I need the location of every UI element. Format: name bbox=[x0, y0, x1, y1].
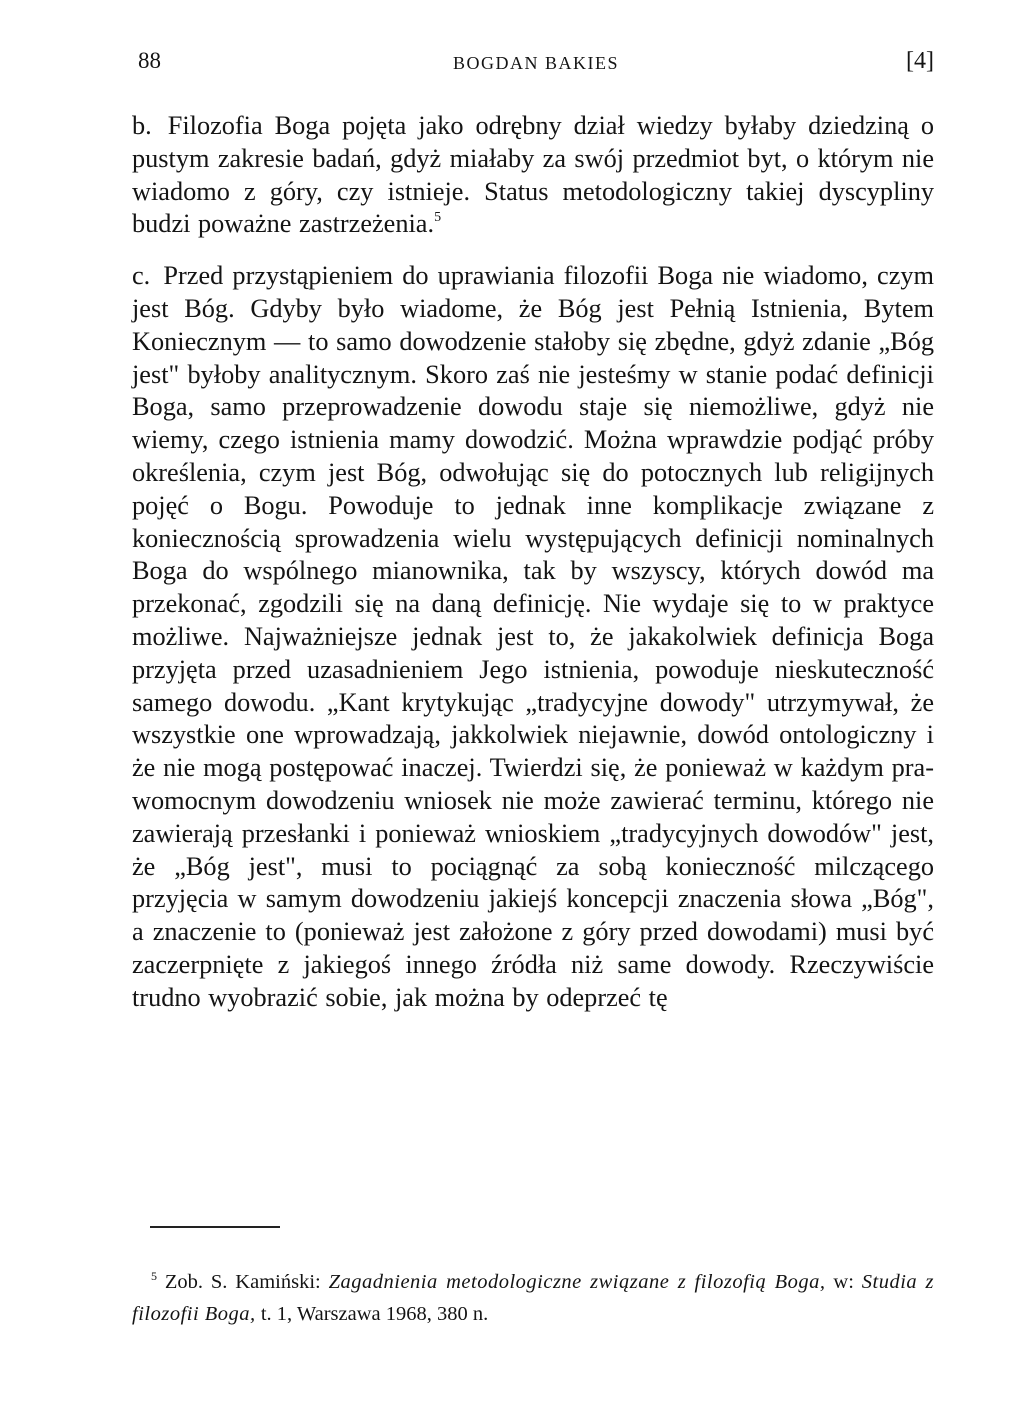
footnote-lead: Zob. S. Kamiński: bbox=[164, 1271, 321, 1293]
page-number: 88 bbox=[138, 48, 161, 73]
footnote-reference: 5 bbox=[434, 210, 442, 226]
running-head-title: BOGDAN BAKIES bbox=[452, 53, 619, 73]
paragraph-label: c. bbox=[132, 261, 151, 291]
footnote-series-title: Studia z filozofii Boga, bbox=[132, 1271, 935, 1325]
paragraph-text: Filozofia Boga pojęta jako odrębny dział wiedzy byłaby dziedziną o pustym zakresie badań, gdyż miałaby za swój przedmiot byt, o którym nie wiadomo z góry, czy istnieje. Status metodologiczny takiej dyscypliny budzi poważne zastrzeżenia. bbox=[132, 111, 934, 239]
footnote-in-label: w: bbox=[833, 1271, 854, 1293]
footnote-work-title: Zagadnienia metodologiczne związane z filozofią Boga, bbox=[328, 1271, 826, 1293]
paragraph-b bbox=[132, 110, 934, 241]
running-head bbox=[138, 48, 934, 78]
paragraph-label: b. bbox=[132, 111, 152, 140]
footnote-marker: 5 bbox=[151, 1269, 157, 1283]
main-text bbox=[132, 110, 934, 1015]
paragraph-c bbox=[132, 260, 934, 1014]
footnote-separator bbox=[150, 1226, 280, 1228]
footnote bbox=[132, 1266, 934, 1330]
paragraph-text: Przed przystąpieniem do uprawiania filozofii Boga nie wiadomo, czym jest Bóg. Gdyby było wiadome, że Bóg jest Pełnią Istnienia, Bytem Koniecznym — to samo dowodzenie stałoby się zbędne, gdyż zdanie „Bóg jest" byłoby analitycznym. Skoro zaś nie jesteśmy w stanie podać definicji Boga, samo przeprowadzenie dowodu staje się niemożliwe, gdyż nie wiemy, czego istnienia mamy dowodzić. Można wprawdzie podjąć próby określenia, czym jest Bóg, odwołując się do potocznych lub religijnych pojęć o Bogu. Powoduje to jednak inne komplikacje związane z koniecznością sprowadzenia wielu występujących definicji nominalnych Boga do wspólnego mianownika, tak by wszyscy, których dowód ma przekonać, zgodzili się na daną definicję. Nie wydaje się to w praktyce możliwe. Najważniejsze jednak jest to, że jakakolwiek definicja Boga przyjęta przed uzasadnieniem Jego istnienia, powoduje nieskuteczność samego dowodu. „Kant krytykując „tradycyjne dowody" utrzymywał, że wszystkie one wprowadzają, jakkolwiek niejawnie, dowód ontologiczny i że nie mogą postępować inaczej. Twierdzi się, że ponieważ w każdym prawomocnym dowodzeniu wniosek nie może zawierać terminu, którego nie zawierają przesłanki i ponieważ wnioskiem „tradycyjnych dowodów" jest, że „Bóg jest", musi to pociągnąć za sobą konieczność milczącego przyjęcia w samym dowodzeniu jakiejś koncepcji znaczenia słowa „Bóg", a znaczenie to (ponieważ jest założone z góry przed dowodami) musi być zaczerpnięte z jakiegoś innego źródła niż same dowody. Rzeczywiście trudno wyobrazić sobie, jak można by odeprzeć tę bbox=[132, 261, 934, 1012]
section-number: [4] bbox=[906, 48, 934, 74]
footnote-details: t. 1, Warszawa 1968, 380 n. bbox=[260, 1303, 489, 1325]
